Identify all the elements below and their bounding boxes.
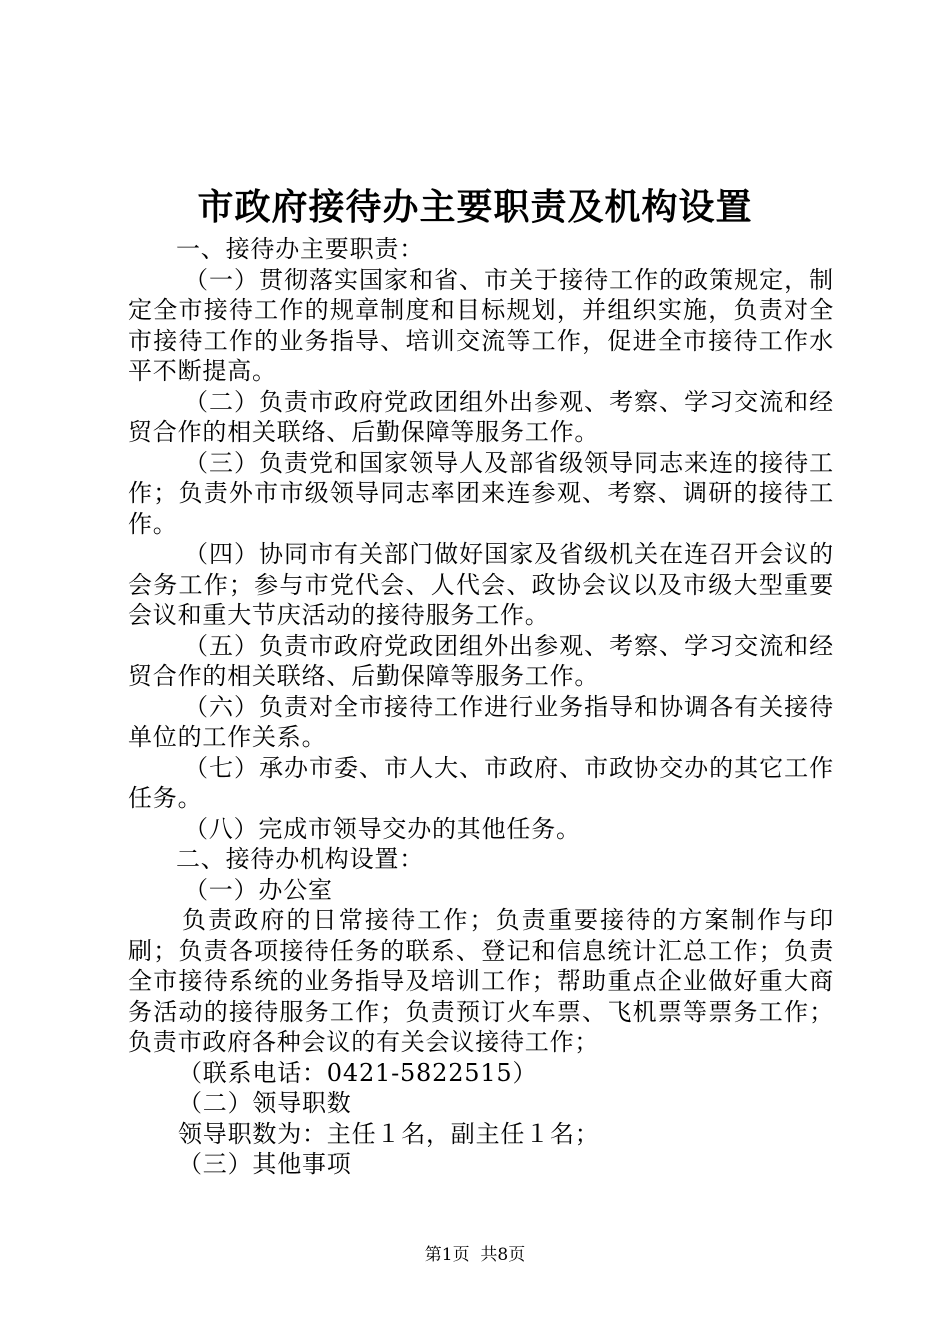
leaders-heading: （二）领导职数 [178, 1089, 352, 1117]
document-body [128, 234, 834, 1180]
page-total: 共8页 [480, 1245, 526, 1265]
duty-item-2: （二）负责市政府党政团组外出参观、考察、学习交流和经贸合作的相关联络、后勤保障等服务工作。 [128, 387, 834, 446]
other-heading: （三）其他事项 [178, 1150, 352, 1178]
office-description: 负责政府的日常接待工作；负责重要接待的方案制作与印刷；负责各项接待任务的联系、登记和信息统计汇总工作；负责全市接待系统的业务指导及培训工作；帮助重点企业做好重大商务活动的接待服务工作；负责预订火车票、飞机票等票务工作；负责市政府各种会议的有关会议接待工作； [128, 906, 834, 1056]
section-1-heading: 一、接待办主要职责： [176, 235, 424, 263]
office-heading: （一）办公室 [184, 875, 333, 904]
duty-item-3: （三）负责党和国家领导人及部省级领导同志来连的接待工作；负责外市市级领导同志率团来连参观、考察、调研的接待工作。 [128, 448, 834, 538]
duty-item-1: （一）贯彻落实国家和省、市关于接待工作的政策规定，制定全市接待工作的规章制度和目标规划，并组织实施，负责对全市接待工作的业务指导、培训交流等工作，促进全市接待工作水平不断提高。 [128, 265, 834, 385]
page-number: 第1页 [424, 1245, 470, 1265]
contact-phone: （联系电话：0421-5822515） [178, 1058, 538, 1087]
duty-item-4: （四）协同市有关部门做好国家及省级机关在连召开会议的会务工作；参与市党代会、人代会、政协会议以及市级大型重要会议和重大节庆活动的接待服务工作。 [128, 540, 834, 629]
leaders-description: 领导职数为：主任１名，副主任１名； [178, 1119, 600, 1148]
duty-item-7: （七）承办市委、市人大、市政府、市政协交办的其它工作任务。 [128, 753, 834, 812]
duty-item-5: （五）负责市政府党政团组外出参观、考察、学习交流和经贸合作的相关联络、后勤保障等服务工作。 [128, 631, 834, 690]
document-title: 市政府接待办主要职责及机构设置 [197, 186, 753, 228]
page-footer [0, 1243, 950, 1267]
duty-item-8: （八）完成市领导交办的其他任务。 [184, 814, 581, 843]
section-2-heading: 二、接待办机构设置： [176, 845, 424, 873]
duty-item-6: （六）负责对全市接待工作进行业务指导和协调各有关接待单位的工作关系。 [128, 692, 834, 751]
